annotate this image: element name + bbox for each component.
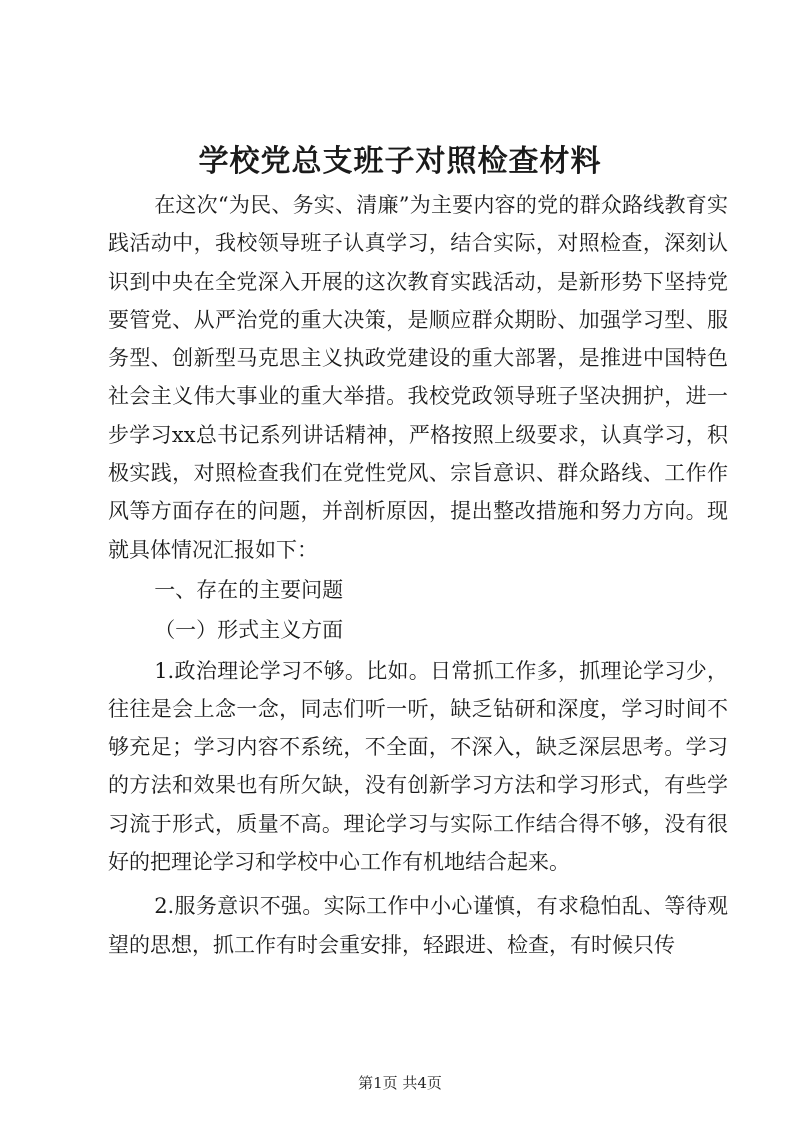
intro-paragraph: 在这次“为民、务实、清廉”为主要内容的党的群众路线教育实践活动中，我校领导班子认真学习，结合实际，对照检查，深刻认识到中央在全党深入开展的这次教育实践活动，是新形势下坚持党要管党、从严治党的重大决策，是顺应群众期盼、加强学习型、服务型、创新型马克思主义执政党建设的重大部署，是推进中国特色社会主义伟大事业的重大举措。我校党政领导班子坚决拥护，进一步学习xx总书记系列讲话精神，严格按照上级要求，认真学习，积极实践，对照检查我们在党性党风、宗旨意识、群众路线、工作作风等方面存在的问题，并剖析原因，提出整改措施和努力方向。现就具体情况汇报如下： xyxy=(108,193,728,562)
document-title: 学校党总支班子对照检查材料 xyxy=(198,144,602,179)
subsection-heading-formalism: （一）形式主义方面 xyxy=(154,618,344,643)
section-heading-problems: 一、存在的主要问题 xyxy=(154,577,344,602)
item-paragraph-1: 1.政治理论学习不够。比如。日常抓工作多，抓理论学习少，往往是会上念一念，同志们听一听，缺乏钻研和深度，学习时间不够充足；学习内容不系统，不全面，不深入，缺乏深层思考。学习的方法和效果也有所欠缺，没有创新学习方法和学习形式，有些学习流于形式，质量不高。理论学习与实际工作结合得不够，没有很好的把理论学习和学校中心工作有机地结合起来。 xyxy=(108,658,728,875)
item-paragraph-2: 2.服务意识不强。实际工作中小心谨慎，有求稳怕乱、等待观望的思想，抓工作有时会重安排，轻跟进、检查，有时候只传 xyxy=(108,894,728,957)
document-body xyxy=(108,186,728,964)
page-number: 第1页 共4页 xyxy=(358,1074,442,1092)
